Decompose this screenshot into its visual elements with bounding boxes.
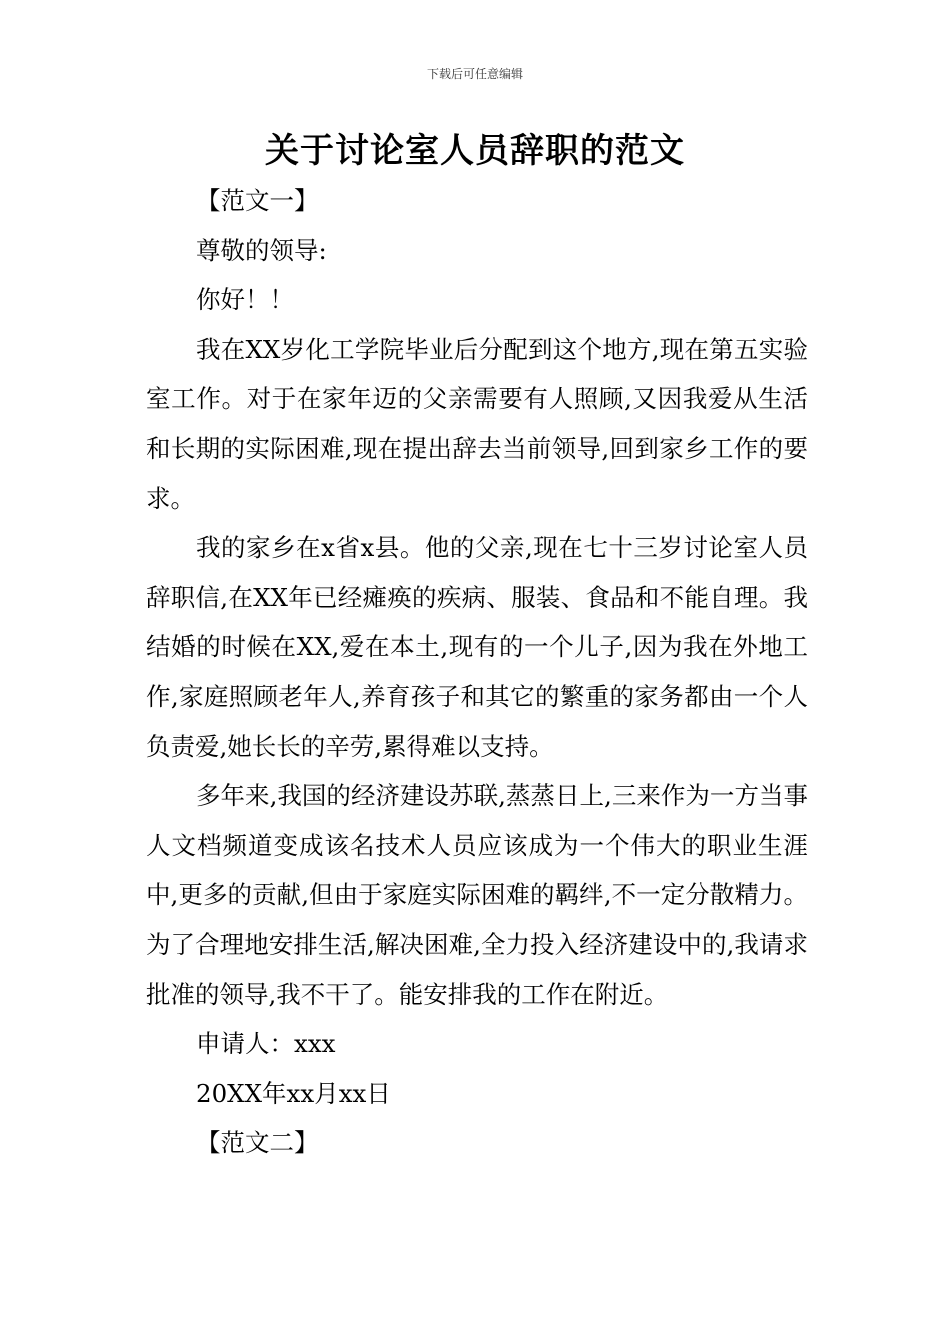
applicant-line: 申请人：xxx <box>196 1029 336 1059</box>
section-heading-2: 【范文二】 <box>196 1128 319 1158</box>
section-heading-1: 【范文一】 <box>196 186 319 215</box>
header-note: 下载后可任意编辑 <box>426 67 523 81</box>
document-body <box>146 176 808 1168</box>
document-title: 关于讨论室人员辞职的范文 <box>265 131 685 171</box>
body-paragraph-1: 我在XX岁化工学院毕业后分配到这个地方,现在第五实验室工作。对于在家年迈的父亲需要有人照顾,又因我爱从生活和长期的实际困难,现在提出辞去当前领导,回到家乡工作的要求。 <box>146 334 808 513</box>
body-paragraph-3: 多年来,我国的经济建设苏联,蒸蒸日上,三来作为一方当事人文档频道变成该名技术人员应该成为一个伟大的职业生涯中,更多的贡献,但由于家庭实际困难的羁绊,不一定分散精力。为了合理地安排生活,解决困难,全力投入经济建设中的,我请求批准的领导,我不干了。能安排我的工作在附近。 <box>146 781 808 1009</box>
date-line: 20XX年xx月xx日 <box>196 1078 391 1108</box>
body-paragraph-2: 我的家乡在x省x县。他的父亲,现在七十三岁讨论室人员辞职信,在XX年已经瘫痪的疾病、服装、食品和不能自理。我结婚的时候在XX,爱在本土,现有的一个儿子,因为我在外地工作,家庭照顾老年人,养育孩子和其它的繁重的家务都由一个人负责爱,她长长的辛劳,累得难以支持。 <box>146 533 808 761</box>
greeting: 你好！！ <box>196 285 294 315</box>
salutation: 尊敬的领导: <box>196 235 327 265</box>
